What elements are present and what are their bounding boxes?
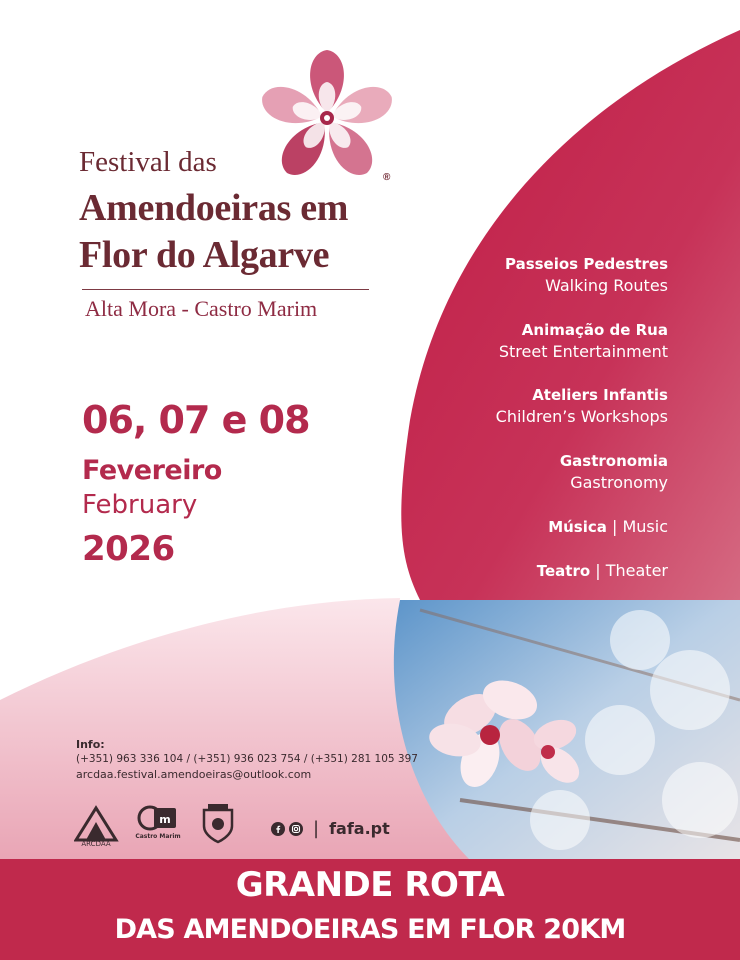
coat-of-arms-icon (204, 804, 232, 842)
website-link[interactable]: fafa.pt (329, 819, 390, 838)
banner-subtitle: DAS AMENDOEIRAS EM FLOR 20KM (114, 914, 626, 945)
festival-title-line2: Amendoeiras em (79, 187, 349, 229)
activity-en: Walking Routes (545, 276, 668, 295)
activity-en: Children’s Workshops (495, 407, 668, 426)
castro-marim-logo-icon (135, 807, 180, 840)
activity-separator: | (606, 517, 623, 536)
arcdaa-logo-icon (76, 808, 116, 848)
festival-location: Alta Mora - Castro Marim (85, 296, 318, 321)
castro-marim-logo-text: Castro Marim (135, 833, 181, 840)
social-separator: | (313, 818, 320, 839)
svg-text:m: m (159, 813, 171, 826)
arcdaa-logo-text: ARCDAA (81, 840, 111, 848)
activity-pt: Passeios Pedestres (504, 255, 668, 273)
activity-separator: | (590, 561, 606, 580)
event-month-pt: Fevereiro (82, 455, 222, 486)
activity-item (560, 451, 668, 494)
blossom-photo (390, 595, 740, 865)
activity-item (499, 320, 668, 363)
activity-item (537, 560, 668, 582)
crimson-arc (401, 30, 740, 600)
info-label: Info: (76, 738, 105, 751)
instagram-icon[interactable] (289, 822, 303, 836)
info-email[interactable]: arcdaa.festival.amendoeiras@outlook.com (76, 768, 312, 781)
contact-info (76, 738, 418, 782)
activity-pt: Ateliers Infantis (532, 386, 668, 404)
banner-title: GRANDE ROTA (235, 865, 505, 905)
title-divider (82, 289, 369, 290)
festival-title-line1: Festival das (79, 146, 217, 178)
event-year: 2026 (82, 529, 175, 569)
activity-item (496, 385, 668, 428)
registered-mark: ® (383, 172, 391, 183)
activity-pt: Teatro (536, 562, 591, 580)
activity-item (548, 516, 668, 538)
info-phones: (+351) 963 336 104 / (+351) 936 023 754 / (+351) 281 105 397 (76, 753, 418, 765)
activity-item (505, 254, 668, 297)
facebook-icon[interactable] (271, 822, 285, 836)
activity-en: Music (622, 517, 668, 536)
event-month-en: February (82, 490, 198, 520)
activity-pt: Música (548, 518, 607, 536)
activity-pt: Animação de Rua (521, 321, 668, 339)
activity-en: Gastronomy (570, 473, 668, 492)
social-links (271, 818, 390, 839)
festival-title-line3: Flor do Algarve (79, 234, 330, 276)
activity-en: Theater (605, 561, 668, 580)
activity-en: Street Entertainment (498, 342, 668, 361)
event-dates: 06, 07 e 08 (82, 398, 310, 442)
activity-pt: Gastronomia (559, 452, 668, 470)
